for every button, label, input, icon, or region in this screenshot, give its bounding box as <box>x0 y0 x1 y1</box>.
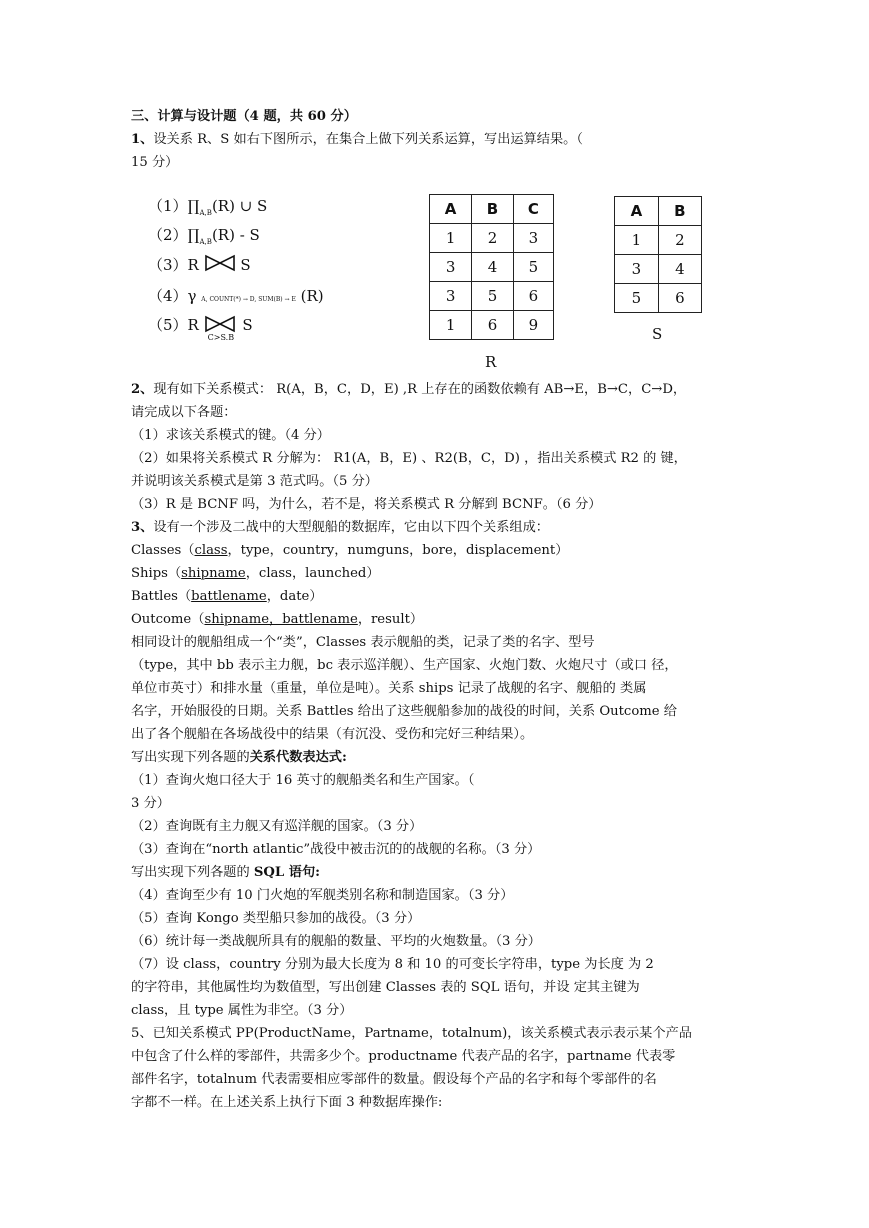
q2-line5: 并说明该关系模式是第 3 范式吗。（5 分） <box>131 474 378 489</box>
table-cell: 9 <box>513 311 553 340</box>
table-r-caption: R <box>485 353 497 371</box>
header-cell: C <box>513 195 553 224</box>
q3-desc5: 出了各个舰船在各场战役中的结果（有沉没、受伤和完好三种结果）。 <box>131 727 534 742</box>
q2-line6: （3）R 是 BCNF 吗，为什么，若不是，将关系模式 R 分解到 BCNF。（6 分） <box>131 497 602 512</box>
table-s <box>614 196 702 313</box>
table-cell: 2 <box>658 226 701 255</box>
table-row <box>430 282 554 311</box>
q1-line2: 15 分） <box>131 155 179 170</box>
table-cell: 4 <box>472 253 514 282</box>
primary-key: battlename <box>191 589 267 604</box>
q5-line1: 5、已知关系模式 PP(ProductName，Partname，totalnum)，该关系模式表示表示某个产品 <box>131 1026 692 1041</box>
op-rest: (R) - S <box>211 226 260 244</box>
natural-join-icon <box>204 254 236 272</box>
header-cell: B <box>658 197 701 226</box>
table-r <box>429 194 554 340</box>
q3-sql-heading <box>131 864 320 882</box>
op-label: （4） <box>148 287 188 305</box>
table-cell: 3 <box>430 253 472 282</box>
op-1 <box>148 196 267 223</box>
table-row <box>430 253 554 282</box>
q3-sql7a: （7）设 class，country 分别为最大长度为 8 和 10 的可变长字符串，type 为长度 为 2 <box>131 957 654 972</box>
table-r-header <box>430 195 554 224</box>
q2-line2: 请完成以下各题： <box>131 405 237 420</box>
table-s-caption: S <box>652 325 663 343</box>
table-row <box>615 226 702 255</box>
table-cell: 1 <box>430 224 472 253</box>
op-label: （3） <box>148 256 188 274</box>
op-symbol: ∏ <box>187 197 200 215</box>
q3-desc1: 相同设计的舰船组成一个“类”，Classes 表示舰船的类，记录了类的名字、型号 <box>131 635 595 650</box>
op-rest: (R) ∪ S <box>211 197 268 215</box>
table-cell: 3 <box>513 224 553 253</box>
q1-number: 1、 <box>131 132 154 147</box>
op-label: （5） <box>148 316 188 334</box>
table-cell: 3 <box>430 282 472 311</box>
q2-line1 <box>131 381 686 399</box>
table-cell: 2 <box>472 224 514 253</box>
table-cell: 6 <box>658 284 701 313</box>
q3-intro: 设有一个涉及二战中的大型舰船的数据库，它由以下四个关系组成： <box>153 520 549 535</box>
q3-ra3: （3）查询在“north atlantic”战役中被击沉的的战舰的名称。（3 分） <box>131 842 541 857</box>
q3-sql7b: 的字符串，其他属性均为数值型，写出创建 Classes 表的 SQL 语句，并设 定其主键为 <box>131 980 640 995</box>
op-symbol: R <box>187 316 199 334</box>
relation-name: Classes（ <box>131 543 195 558</box>
heading-bold: 关系代数表达式: <box>249 750 347 765</box>
table-row <box>615 284 702 313</box>
op-5 <box>148 315 253 342</box>
q3-desc3: 单位市英寸）和排水量（重量，单位是吨）。关系 ships 记录了战舰的名字、舰船的 类属 <box>131 681 647 696</box>
op-symbol: R <box>187 256 199 274</box>
table-cell: 5 <box>615 284 659 313</box>
header-cell: B <box>472 195 514 224</box>
table-s-header <box>615 197 702 226</box>
heading-prefix: 写出实现下列各题的 <box>131 750 250 765</box>
table-cell: 5 <box>472 282 514 311</box>
q3-ships-schema <box>131 565 380 583</box>
q3-desc4: 名字，开始服役的日期。关系 Battles 给出了这些舰船参加的战役的时间，关系 Outcome 给 <box>131 704 677 719</box>
relation-attrs: ，class，launched） <box>245 566 380 581</box>
relation-name: Battles（ <box>131 589 192 604</box>
op-symbol: γ <box>187 287 197 305</box>
theta-join-condition: C>S.B <box>207 333 235 342</box>
q3-line1 <box>131 519 549 537</box>
q3-ra1b: 3 分） <box>131 796 170 811</box>
heading-bold: SQL 语句: <box>253 865 321 880</box>
op-rest: S <box>240 256 251 274</box>
section-title: 三、计算与设计题（4 题，共 60 分） <box>131 109 357 124</box>
q3-number: 3、 <box>131 520 154 535</box>
op-rest: (R) <box>300 287 324 305</box>
q2-line3: （1）求该关系模式的键。（4 分） <box>131 428 330 443</box>
op-subscript: A,B <box>199 209 212 217</box>
q5-line4: 字都不一样。在上述关系上执行下面 3 种数据库操作: <box>131 1095 443 1110</box>
op-4 <box>148 286 324 310</box>
q3-sql7c: class，且 type 属性为非空。（3 分） <box>131 1003 353 1018</box>
primary-key: class <box>194 543 228 558</box>
op-label: （2） <box>148 226 188 244</box>
op-label: （1） <box>148 197 188 215</box>
table-row <box>430 224 554 253</box>
q3-sql5: （5）查询 Kongo 类型船只参加的战役。（3 分） <box>131 911 421 926</box>
q3-outcome-schema <box>131 611 423 629</box>
op-2 <box>148 225 260 252</box>
table-cell: 5 <box>513 253 553 282</box>
q3-battles-schema <box>131 588 323 606</box>
q3-classes-schema <box>131 542 568 560</box>
q5-line2: 中包含了什么样的零部件，共需多少个。productname 代表产品的名字，partname 代表零 <box>131 1049 676 1064</box>
table-row <box>430 311 554 340</box>
op-subscript: A,B <box>199 238 212 246</box>
op-subscript: A, COUNT(*) → D, SUM(B) → E <box>201 296 296 303</box>
relation-name: Ships（ <box>131 566 182 581</box>
table-cell: 6 <box>472 311 514 340</box>
header-cell: A <box>615 197 659 226</box>
table-cell: 1 <box>430 311 472 340</box>
q1-text: 设关系 R、S 如右下图所示，在集合上做下列关系运算，写出运算结果。（ <box>153 132 583 147</box>
q3-ra2: （2）查询既有主力舰又有巡洋舰的国家。（3 分） <box>131 819 423 834</box>
heading-prefix: 写出实现下列各题的 <box>131 865 254 880</box>
op-symbol: ∏ <box>187 226 200 244</box>
q3-ra1a: （1）查询火炮口径大于 16 英寸的舰船类名和生产国家。（ <box>131 773 475 788</box>
q2-text: 现有如下关系模式： R(A，B，C，D，E) ,R 上存在的函数依赖有 AB→E，B→C，C→D， <box>153 382 687 397</box>
table-cell: 4 <box>658 255 701 284</box>
q3-sql6: （6）统计每一类战舰所具有的舰船的数量、平均的火炮数量。（3 分） <box>131 934 541 949</box>
q3-sql4: （4）查询至少有 10 门火炮的军舰类别名称和制造国家。（3 分） <box>131 888 514 903</box>
relation-attrs: ，date） <box>266 589 323 604</box>
relation-attrs: ，result） <box>357 612 424 627</box>
header-cell: A <box>430 195 472 224</box>
q3-desc2: （type，其中 bb 表示主力舰，bc 表示巡洋舰）、生产国家、火炮门数、火炮尺寸（或口 径， <box>131 658 678 673</box>
op-3 <box>148 254 251 275</box>
q2-number: 2、 <box>131 382 154 397</box>
q3-ra-heading <box>131 749 347 767</box>
primary-key: shipname <box>181 566 246 581</box>
primary-key: shipname，battlename <box>204 612 358 627</box>
relation-attrs: ，type，country，numguns，bore，displacement） <box>227 543 569 558</box>
op-rest: S <box>242 316 253 334</box>
table-row <box>615 255 702 284</box>
q2-line4: （2）如果将关系模式 R 分解为： R1(A，B，E) 、R2(B，C，D) ，指出关系模式 R2 的 键， <box>131 451 687 466</box>
q1-line1 <box>131 131 583 149</box>
relation-name: Outcome（ <box>131 612 205 627</box>
theta-join <box>204 315 238 342</box>
table-cell: 3 <box>615 255 659 284</box>
table-cell: 6 <box>513 282 553 311</box>
q5-line3: 部件名字，totalnum 代表需要相应零部件的数量。假设每个产品的名字和每个零部件的名 <box>131 1072 657 1087</box>
table-cell: 1 <box>615 226 659 255</box>
